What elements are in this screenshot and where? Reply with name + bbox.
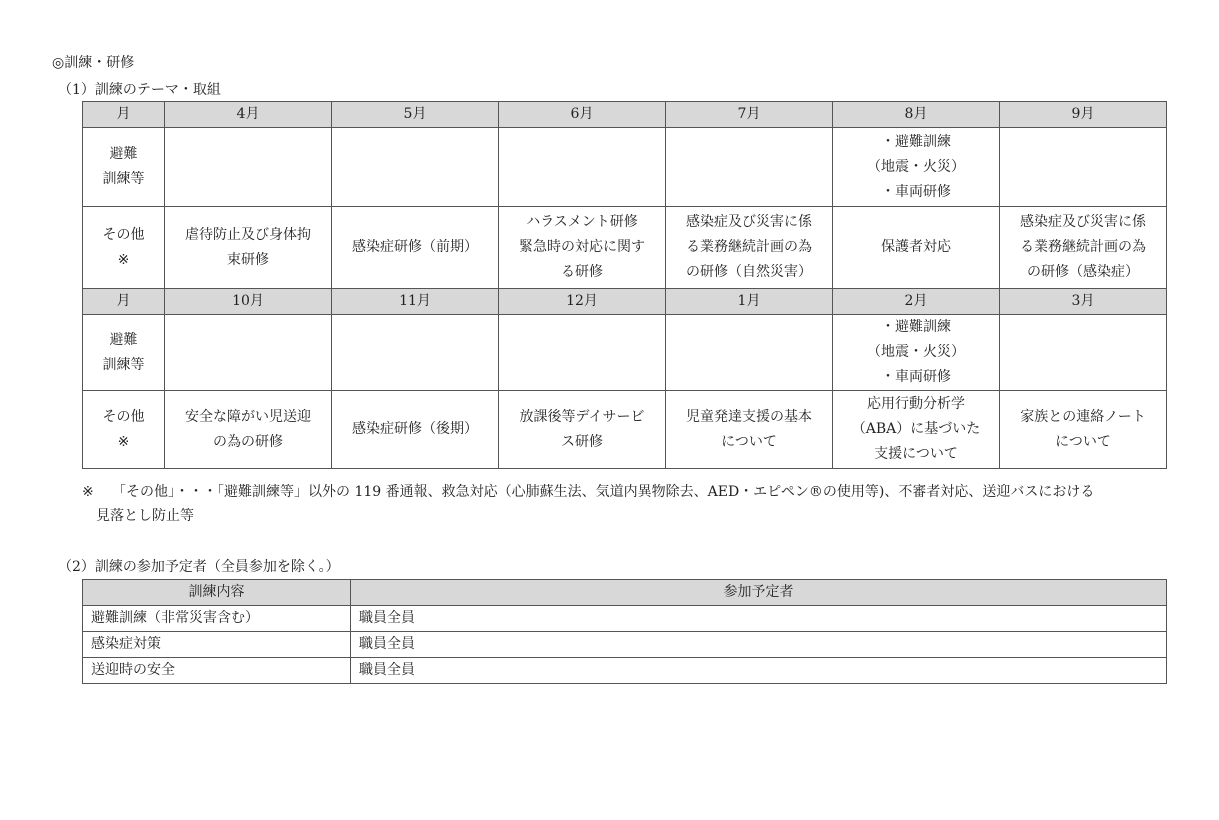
footnote-line1: 「その他」・・・「避難訓練等」以外の 119 番通報、救急対応（心肺蘇生法、気道内異物除去、AED・エピペン®の使用等)、不審者対応、送迎バスにおける bbox=[112, 484, 1095, 500]
evacuation-row-second bbox=[83, 315, 1167, 391]
month-header-label: 月 bbox=[83, 102, 165, 128]
other-cell bbox=[666, 207, 833, 289]
cell-line: 安全な障がい児送迎 bbox=[185, 408, 311, 425]
evacuation-cell bbox=[666, 128, 833, 207]
evacuation-row-label bbox=[83, 315, 165, 391]
evacuation-cell bbox=[499, 128, 666, 207]
cell-line: その他 bbox=[102, 408, 145, 425]
month-cell: 10月 bbox=[165, 289, 332, 315]
cell-line: 感染症研修（前期） bbox=[352, 239, 478, 255]
other-cell bbox=[499, 391, 666, 469]
cell-line: の為の研修 bbox=[213, 433, 283, 450]
cell-line: （ABA）に基づいた bbox=[851, 421, 981, 437]
cell-line: 放課後等デイサービ bbox=[519, 408, 645, 425]
cell-line: 感染症及び災害に係 bbox=[1020, 214, 1146, 230]
section-title: ◎訓練・研修 bbox=[52, 55, 135, 71]
cell-line: る研修 bbox=[561, 264, 603, 280]
evacuation-cell bbox=[1000, 315, 1167, 391]
other-cell bbox=[165, 207, 332, 289]
cell-line: について bbox=[721, 433, 777, 450]
table-row bbox=[83, 632, 1167, 658]
training-content-cell: 避難訓練（非常災害含む） bbox=[83, 606, 351, 632]
cell-line: ・避難訓練 bbox=[881, 319, 951, 335]
other-row-label bbox=[83, 207, 165, 289]
cell-line: 虐待防止及び身体拘 bbox=[185, 226, 311, 243]
footnote bbox=[82, 480, 1182, 528]
cell-line: 訓練等 bbox=[102, 171, 145, 187]
cell-line: ・避難訓練 bbox=[881, 133, 951, 150]
header-participants: 参加予定者 bbox=[351, 580, 1167, 606]
cell-line: 保護者対応 bbox=[881, 239, 951, 255]
cell-line: 束研修 bbox=[227, 251, 269, 268]
evacuation-cell bbox=[332, 315, 499, 391]
evacuation-cell bbox=[833, 128, 1000, 207]
other-row-second bbox=[83, 391, 1167, 469]
table-row bbox=[83, 658, 1167, 684]
participants-table bbox=[82, 579, 1167, 684]
subsection-title-themes: （1）訓練のテーマ・取組 bbox=[58, 82, 221, 98]
month-cell: 6月 bbox=[499, 102, 666, 128]
cell-line: ハラスメント研修 bbox=[526, 214, 638, 230]
evacuation-cell bbox=[165, 315, 332, 391]
cell-line: ・車両研修 bbox=[881, 183, 951, 200]
training-content-cell: 感染症対策 bbox=[83, 632, 351, 658]
participants-cell: 職員全員 bbox=[351, 606, 1167, 632]
month-cell: 3月 bbox=[1000, 289, 1167, 315]
cell-line: 応用行動分析学 bbox=[867, 396, 965, 412]
cell-line: ※ bbox=[117, 433, 130, 450]
month-cell: 11月 bbox=[332, 289, 499, 315]
evacuation-cell bbox=[666, 315, 833, 391]
participants-cell: 職員全員 bbox=[351, 658, 1167, 684]
footnote-line2: 見落とし防止等 bbox=[96, 508, 194, 524]
footnote-mark: ※ bbox=[82, 484, 94, 500]
cell-line: 避難 bbox=[109, 146, 138, 162]
other-cell bbox=[499, 207, 666, 289]
training-content-cell: 送迎時の安全 bbox=[83, 658, 351, 684]
cell-line: について bbox=[1055, 433, 1111, 450]
other-cell bbox=[833, 207, 1000, 289]
training-schedule-table bbox=[82, 101, 1167, 469]
subsection-title-participants: （2）訓練の参加予定者（全員参加を除く。） bbox=[58, 559, 340, 575]
evacuation-cell bbox=[332, 128, 499, 207]
month-cell: 2月 bbox=[833, 289, 1000, 315]
cell-line: る業務継続計画の為 bbox=[686, 239, 812, 255]
cell-line: の研修（感染症） bbox=[1027, 264, 1139, 280]
other-cell bbox=[1000, 391, 1167, 469]
evacuation-cell bbox=[499, 315, 666, 391]
evacuation-cell bbox=[165, 128, 332, 207]
other-cell bbox=[332, 207, 499, 289]
month-cell: 12月 bbox=[499, 289, 666, 315]
other-cell bbox=[833, 391, 1000, 469]
month-cell: 4月 bbox=[165, 102, 332, 128]
evacuation-row-label bbox=[83, 128, 165, 207]
cell-line: ・車両研修 bbox=[881, 369, 951, 385]
evacuation-row-first bbox=[83, 128, 1167, 207]
cell-line: 児童発達支援の基本 bbox=[686, 408, 812, 425]
month-cell: 8月 bbox=[833, 102, 1000, 128]
other-cell bbox=[165, 391, 332, 469]
month-cell: 7月 bbox=[666, 102, 833, 128]
cell-line: 感染症及び災害に係 bbox=[686, 214, 812, 230]
cell-line: 家族との連絡ノート bbox=[1020, 408, 1146, 425]
month-header-row-first bbox=[83, 102, 1167, 128]
header-training-content: 訓練内容 bbox=[83, 580, 351, 606]
month-cell: 9月 bbox=[1000, 102, 1167, 128]
cell-line: （地震・火災） bbox=[867, 158, 965, 175]
cell-line: （地震・火災） bbox=[867, 344, 965, 360]
other-cell bbox=[666, 391, 833, 469]
month-cell: 1月 bbox=[666, 289, 833, 315]
other-cell bbox=[1000, 207, 1167, 289]
table-row bbox=[83, 606, 1167, 632]
cell-line: ※ bbox=[117, 251, 130, 268]
month-header-label: 月 bbox=[83, 289, 165, 315]
cell-line: 支援について bbox=[874, 446, 958, 462]
cell-line: 感染症研修（後期） bbox=[352, 421, 478, 437]
cell-line: 訓練等 bbox=[102, 356, 145, 373]
cell-line: る業務継続計画の為 bbox=[1020, 239, 1146, 255]
cell-line: 避難 bbox=[109, 331, 138, 348]
other-cell bbox=[332, 391, 499, 469]
cell-line: 緊急時の対応に関す bbox=[519, 239, 645, 255]
evacuation-cell bbox=[1000, 128, 1167, 207]
cell-line: の研修（自然災害） bbox=[686, 264, 812, 280]
month-cell: 5月 bbox=[332, 102, 499, 128]
evacuation-cell bbox=[833, 315, 1000, 391]
participants-cell: 職員全員 bbox=[351, 632, 1167, 658]
participants-header-row bbox=[83, 580, 1167, 606]
cell-line: その他 bbox=[102, 226, 145, 243]
cell-line: ス研修 bbox=[561, 433, 603, 450]
other-row-first bbox=[83, 207, 1167, 289]
month-header-row-second bbox=[83, 289, 1167, 315]
other-row-label bbox=[83, 391, 165, 469]
